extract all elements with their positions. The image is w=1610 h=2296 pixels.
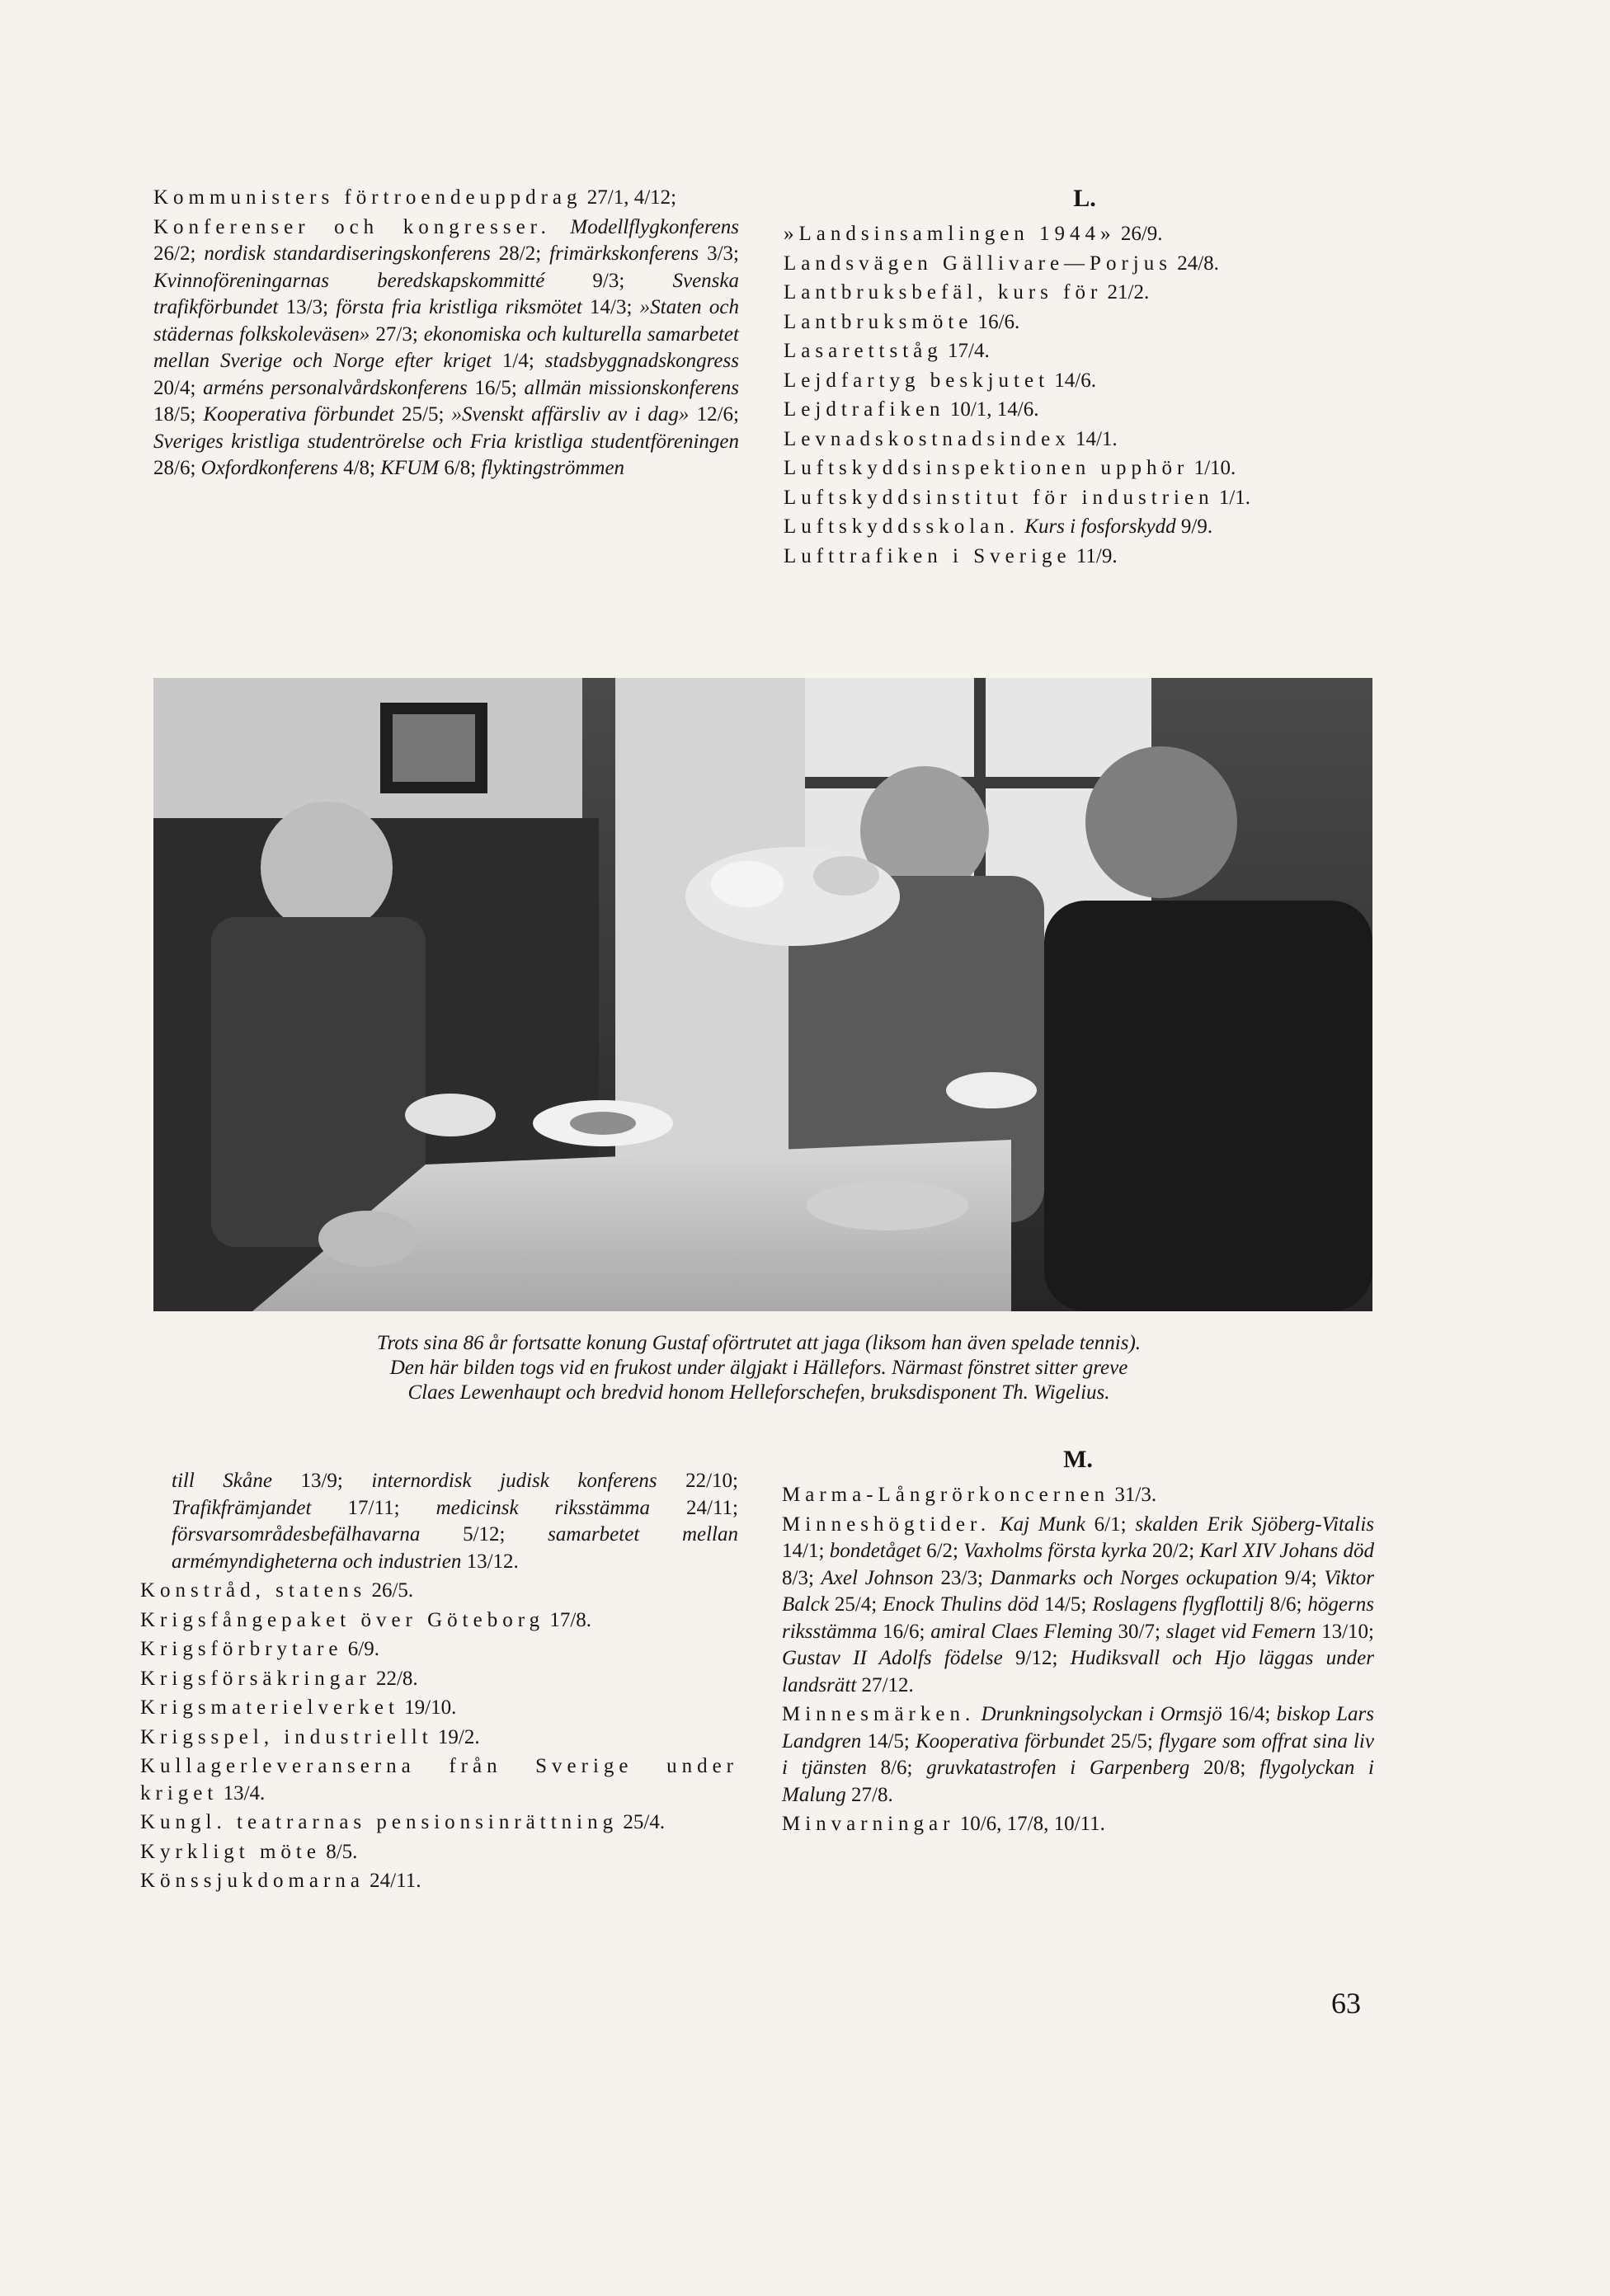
entry-date: 11/9. <box>1071 544 1118 567</box>
index-entry <box>153 214 739 482</box>
entry-date: 12/6; <box>689 403 739 426</box>
entry-term: Kullagerleveranserna från Sverige under kriget <box>140 1755 738 1804</box>
column-top-left <box>153 185 739 482</box>
entry-date: 30/7; <box>1112 1620 1166 1643</box>
column-bottom-right <box>782 1447 1374 1838</box>
index-entry <box>784 543 1386 571</box>
entry-date: 19/10. <box>398 1696 457 1719</box>
entry-date: 9/12; <box>1002 1647 1071 1669</box>
entry-date: 22/8. <box>370 1667 418 1690</box>
index-entry <box>140 1695 738 1722</box>
entry-date: 18/5; <box>153 403 204 426</box>
entry-subterm: försvarsområdesbefälhavarna <box>172 1523 421 1546</box>
entry-date: 26/5. <box>366 1579 414 1602</box>
column-bottom-left <box>140 1468 738 1895</box>
entry-date: 14/6. <box>1049 369 1096 392</box>
entry-date: 1/10. <box>1189 457 1236 479</box>
entry-subterm: Gustav II Adolfs födelse <box>782 1647 1003 1669</box>
index-entry <box>784 368 1386 395</box>
entry-date: 27/12. <box>856 1673 914 1696</box>
entry-subterm: allmän missionskonferens <box>524 376 739 399</box>
entry-term: Lasarettståg <box>784 340 943 362</box>
index-entry <box>140 1666 738 1693</box>
entry-subterm: KFUM <box>380 457 440 479</box>
index-entry <box>140 1607 738 1635</box>
index-entry <box>784 338 1386 365</box>
entry-date: 28/2; <box>490 242 550 265</box>
entry-term: Luftskyddsskolan. <box>784 515 1020 538</box>
entry-date: 25/4; <box>828 1593 883 1616</box>
entry-term: Lejdfartyg beskjutet <box>784 369 1050 392</box>
entry-term: Levnadskostnadsindex <box>784 427 1071 450</box>
entry-date: 14/5; <box>1038 1593 1093 1616</box>
index-entry <box>140 1724 738 1752</box>
entry-term: Konstråd, statens <box>140 1579 367 1602</box>
entry-date: 28/6; <box>153 457 201 479</box>
index-entry <box>153 185 739 212</box>
entry-term: Marma-Långrörkoncernen <box>782 1484 1110 1506</box>
entry-date: 9/9. <box>1175 515 1213 538</box>
entry-subterm: bondetåget <box>829 1540 921 1562</box>
entry-term: Kungl. teatrarnas pensionsinrättning <box>140 1811 619 1833</box>
entry-subterm: samarbetet mellan armémyndigheterna och industrien <box>172 1523 738 1573</box>
entry-date: 10/6, 17/8, 10/11. <box>954 1813 1105 1835</box>
entry-date: 24/8. <box>1171 252 1219 275</box>
entry-term: Konferenser och kongresser. <box>153 215 551 238</box>
entry-date: 17/11; <box>311 1496 436 1519</box>
entry-subterm: nordisk standardiseringskonferens <box>204 242 491 265</box>
entry-term: Krigsmaterielverket <box>140 1696 399 1719</box>
entry-subterm: Roslagens flygflottilj <box>1092 1593 1264 1616</box>
entry-term: Minnesmärken. <box>782 1703 976 1725</box>
entry-date: 6/2; <box>920 1540 964 1562</box>
entry-subterm: Kvinnoföreningarnas beredskapskommitté <box>153 269 545 292</box>
entry-subterm: »Svenskt affärsliv av i dag» <box>451 403 690 426</box>
entry-subterm: skalden Erik Sjöberg-Vitalis <box>1135 1513 1374 1536</box>
entry-term: Krigsfångepaket över Göteborg <box>140 1608 545 1631</box>
entry-date: 17/4. <box>942 340 990 362</box>
entry-date: 27/3; <box>370 322 424 346</box>
entry-term: Minvarningar <box>782 1813 955 1835</box>
entry-date: 3/3; <box>699 242 739 265</box>
index-entry <box>140 1636 738 1663</box>
entry-term: Krigsförbrytare <box>140 1638 343 1660</box>
entry-term: Lejdtrafiken <box>784 398 945 421</box>
index-entry <box>784 251 1386 278</box>
entry-term: Krigsförsäkringar <box>140 1667 371 1690</box>
entry-date: 8/3; <box>782 1566 821 1589</box>
entry-subterm: Sveriges kristliga studentrörelse och Fria kristliga studentföreningen <box>153 430 739 453</box>
entry-date: 4/8; <box>337 457 381 479</box>
entry-subterm: Kooperativa förbundet <box>203 403 394 426</box>
entries-m <box>782 1482 1374 1838</box>
entry-subterm: biskop Lars Landgren <box>782 1703 1374 1753</box>
entry-subterm: flyktingströmmen <box>481 457 625 479</box>
entry-date: 9/4; <box>1278 1566 1325 1589</box>
entry-subterm: Modellflygkonferens <box>550 215 739 238</box>
entry-term: Könssjukdomarna <box>140 1870 365 1892</box>
entry-subterm: slaget vid Femern <box>1165 1620 1316 1643</box>
entry-date: 14/1. <box>1070 427 1118 450</box>
entry-date: 19/2. <box>432 1725 480 1748</box>
entry-date: 25/5; <box>1104 1729 1159 1753</box>
index-entry <box>784 280 1386 307</box>
entry-subterm: stadsbyggnadskongress <box>544 350 739 372</box>
entry-date: 14/3; <box>581 296 640 318</box>
entry-subterm: Trafikfrämjandet <box>172 1496 312 1519</box>
caption-line: Claes Lewenhaupt och bredvid honom Helleforschefen, bruksdisponent Th. Wigelius. <box>407 1381 1110 1404</box>
index-entry <box>784 455 1386 482</box>
breakfast-photo <box>153 678 1372 1311</box>
entry-date: 8/6; <box>1264 1593 1308 1616</box>
entry-date: 21/2. <box>1102 281 1150 303</box>
entry-subterm: Kooperativa förbundet <box>915 1729 1105 1753</box>
entry-date: 14/1; <box>782 1540 830 1562</box>
entry-subterm: Kurs i fosforskydd <box>1019 515 1176 538</box>
index-entry <box>782 1482 1374 1509</box>
entry-date: 16/4; <box>1222 1703 1277 1725</box>
entry-subterm: Enock Thulins död <box>883 1593 1039 1616</box>
entry-term: Lantbruksmöte <box>784 310 973 333</box>
index-entry <box>140 1578 738 1605</box>
index-entry <box>784 426 1386 454</box>
entry-subterm: ekonomiska och kulturella samarbetet mellan Sverige och Norge efter kriget <box>153 322 739 372</box>
index-entry <box>140 1809 738 1837</box>
entry-date: 1/4; <box>491 350 545 372</box>
photo-caption <box>148 1331 1369 1405</box>
entry-date: 5/12; <box>420 1523 548 1546</box>
entry-date: 13/10; <box>1316 1620 1374 1643</box>
entry-date: 20/4; <box>153 376 204 399</box>
entry-date: 8/5. <box>320 1840 358 1863</box>
entry-date: 25/5; <box>393 403 452 426</box>
index-entry <box>140 1753 738 1807</box>
entry-term: Lantbruksbefäl, kurs för <box>784 281 1103 303</box>
entry-subterm: Drunkningsolyckan i Ormsjö <box>975 1703 1222 1725</box>
index-entry <box>784 309 1386 336</box>
entry-term: Lufttrafiken i Sverige <box>784 544 1071 567</box>
entry-date: 6/9. <box>342 1638 379 1660</box>
entry-subterm: internordisk judisk konferens <box>371 1470 657 1492</box>
entry-date: 16/5; <box>467 376 525 399</box>
index-entry <box>784 485 1386 512</box>
entry-date: 22/10; <box>657 1470 738 1492</box>
entry-term: Kyrkligt möte <box>140 1840 321 1863</box>
entry-subterm: medicinsk riksstämma <box>435 1496 650 1519</box>
entry-subterm: »Staten och städernas folkskoleväsen» <box>153 296 739 346</box>
entry-subterm: amiral Claes Fleming <box>930 1620 1113 1643</box>
caption-line: Trots sina 86 år fortsatte konung Gustaf oförtrutet att jaga (liksom han även spelade tennis). <box>376 1332 1142 1354</box>
entry-subterm: flygolyckan i Malung <box>782 1757 1374 1806</box>
page-number: 63 <box>1331 1987 1361 2020</box>
entry-date: 10/1, 14/6. <box>944 398 1039 421</box>
entry-date: 6/8; <box>439 457 482 479</box>
entry-subterm: Karl XIV Johans död <box>1199 1540 1374 1562</box>
entry-date: 16/6; <box>877 1620 931 1643</box>
entry-date: 26/2; <box>153 242 205 265</box>
index-entry <box>784 397 1386 424</box>
entry-term: Kommunisters förtroendeuppdrag <box>153 186 582 209</box>
entry-date: 20/8; <box>1189 1757 1260 1779</box>
index-entry <box>140 1839 738 1866</box>
entry-subterm: Svenska trafikförbundet <box>153 269 739 318</box>
index-entry <box>140 1868 738 1895</box>
entry-date: 27/1, 4/12; <box>581 186 677 209</box>
entry-date: 17/8. <box>544 1608 592 1631</box>
entry-date: 13/4. <box>218 1781 266 1804</box>
entry-subterm: högerns riksstämma <box>782 1593 1374 1643</box>
index-entry <box>782 1811 1374 1838</box>
entry-subterm: Oxfordkonferens <box>200 457 338 479</box>
entry-date: 13/9; <box>271 1470 372 1492</box>
entry-term: »Landsinsamlingen 1944» <box>784 223 1116 245</box>
entry-date: 13/3; <box>278 296 337 318</box>
index-entry <box>784 221 1386 248</box>
entry-date: 26/9. <box>1115 223 1163 245</box>
entry-term: Luftskyddsinstitut för industrien <box>784 486 1214 509</box>
entry-subterm: till Skåne <box>172 1470 272 1492</box>
entry-date: 23/3; <box>933 1566 991 1589</box>
entry-subterm: Vaxholms första kyrka <box>963 1540 1147 1562</box>
entry-subterm: arméns personalvårdskonferens <box>203 376 468 399</box>
index-entry <box>782 1512 1374 1700</box>
entry-date: 13/12. <box>461 1550 519 1573</box>
index-entry <box>784 514 1386 541</box>
entry-subterm: frimärkskonferens <box>549 242 699 265</box>
entry-date: 24/11. <box>364 1870 421 1892</box>
entry-date: 1/1. <box>1213 486 1251 509</box>
entry-date: 24/11; <box>649 1496 739 1519</box>
entry-subterm: Axel Johnson <box>821 1566 934 1589</box>
entry-term: Landsvägen Gällivare—Porjus <box>784 252 1172 275</box>
entry-subterm: Viktor Balck <box>782 1566 1374 1616</box>
index-entry <box>782 1701 1374 1809</box>
entry-subterm: Danmarks och Norges ockupation <box>990 1566 1278 1589</box>
entry-date: 20/2; <box>1146 1540 1200 1562</box>
entry-subterm: Kaj Munk <box>991 1513 1085 1536</box>
entry-date: 14/5; <box>861 1729 916 1753</box>
entry-date: 9/3; <box>544 269 673 292</box>
section-heading-m: M. <box>1063 1446 1093 1473</box>
entry-subterm: flygare som offrat sina liv i tjänsten <box>782 1729 1374 1779</box>
entry-term: Luftskyddsinspektionen upphör <box>784 457 1189 479</box>
entry-date: 27/8. <box>845 1783 893 1806</box>
index-entry <box>140 1468 738 1575</box>
entry-date: 6/1; <box>1085 1513 1136 1536</box>
entry-term: Minneshögtider. <box>782 1513 991 1536</box>
caption-line: Den här bilden togs vid en frukost under älgjakt i Hällefors. Närmast fönstret sitter greve <box>389 1357 1128 1379</box>
column-top-right <box>784 186 1386 570</box>
entry-date: 31/3. <box>1109 1484 1157 1506</box>
entry-term: Krigsspel, industriellt <box>140 1725 433 1748</box>
section-heading-l: L. <box>1073 185 1096 212</box>
entry-subterm: Hudiksvall och Hjo läggas under landsrätt <box>782 1647 1374 1696</box>
entry-date: 16/6. <box>972 310 1020 333</box>
entries-l <box>784 221 1386 570</box>
entry-date: 25/4. <box>618 1811 666 1833</box>
entry-subterm: första fria kristliga riksmötet <box>336 296 582 318</box>
entry-subterm: gruvkatastrofen i Garpenberg <box>926 1757 1190 1779</box>
entry-date: 8/6; <box>866 1757 927 1779</box>
